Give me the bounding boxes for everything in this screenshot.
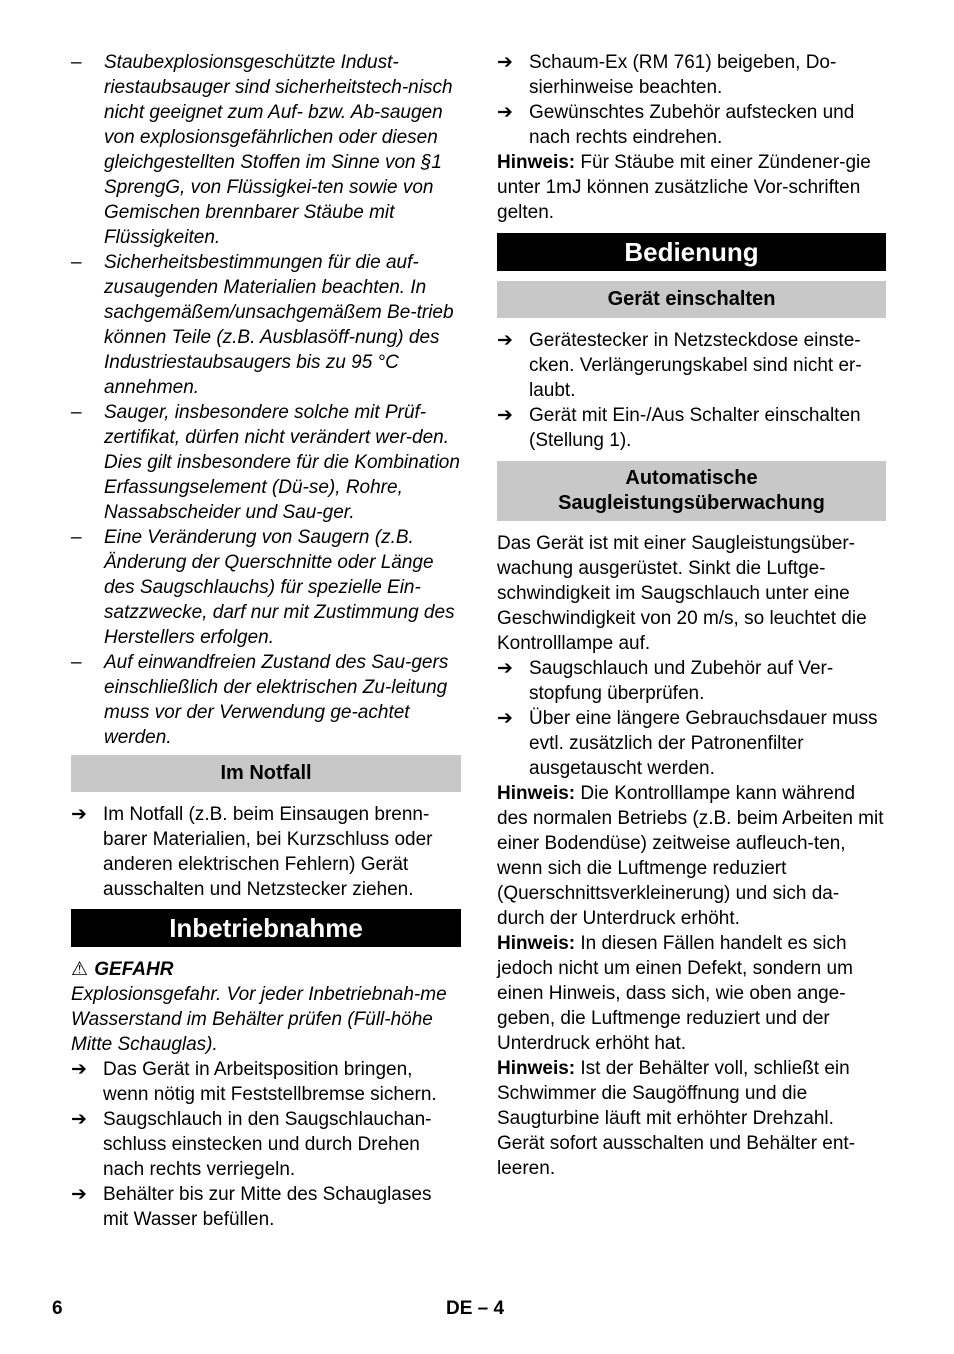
safety-list-item-text: Staubexplosionsgeschützte Indust-riestaubsauger sind sicherheitstech-nisch nicht geeignet zum Auf- bzw. Ab-saugen von explosionsgefährlichen oder diesen gleichgestellten Stoffen im Sinne von §1 SprengG, von Flüssigkei-ten sowie von Gemischen brennbarer Stäube mit Flüssigkeiten. (104, 52, 453, 248)
section-heading-saugleistung (497, 461, 886, 521)
step-item (497, 328, 886, 403)
top-steps (497, 50, 886, 150)
dash-bullet: – (71, 252, 82, 273)
step-item-text: Saugschlauch und Zubehör auf Ver-stopfung überprüfen. (529, 658, 834, 704)
section-heading-inbetriebnahme: Inbetriebnahme (71, 909, 461, 947)
safety-list-item (71, 250, 461, 400)
step-item (71, 802, 461, 902)
saugleistung-text: Das Gerät ist mit einer Saugleistungsüber-wachung ausgerüstet. Sinkt die Luftge-schwindigkeit im Saugschlauch unter eine Geschwindigkeit von 20 m/s, so leuchtet die Kontrolllampe auf. (497, 533, 867, 654)
step-item-text: Saugschlauch in den Saugschlauchan-schluss einstecken und durch Drehen nach rechts verriegeln. (103, 1109, 432, 1180)
hinweis-paragraph-1 (497, 150, 886, 225)
hinweis-label: Hinweis: (497, 152, 576, 173)
step-item-text: Behälter bis zur Mitte des Schauglases mit Wasser befüllen. (103, 1184, 432, 1230)
step-item-text: Über eine längere Gebrauchsdauer muss evtl. zusätzlich der Patronenfilter ausgetauscht werden. (529, 708, 878, 779)
step-item (71, 1107, 461, 1182)
arrow-right-icon: ➔ (497, 330, 513, 351)
hinweis-text: In diesen Fällen handelt es sich jedoch nicht um einen Defekt, sondern um einen Hinweis, dass sich, wie oben ange-geben, die Luftmenge reduziert und der Unterdruck erhöht hat. (497, 933, 853, 1054)
safety-list-item-text: Auf einwandfreien Zustand des Sau-gers einschließlich der elektrischen Zu-leitung muss vor der Verwendung ge-achtet werden. (104, 652, 449, 748)
hinweis-paragraph-3 (497, 931, 886, 1056)
arrow-right-icon: ➔ (497, 405, 513, 426)
arrow-right-icon: ➔ (497, 708, 513, 729)
danger-text: Explosionsgefahr. Vor jeder Inbetriebnah-me Wasserstand im Behälter prüfen (Füll-höhe Mitte Schauglas). (71, 984, 447, 1055)
section-heading-einschalten: Gerät einschalten (497, 281, 886, 318)
step-item-text: Das Gerät in Arbeitsposition bringen, wenn nötig mit Feststellbremse sichern. (103, 1059, 437, 1105)
step-item-text: Gerätestecker in Netzsteckdose einste-cken. Verlängerungskabel sind nicht er-laubt. (529, 330, 862, 401)
saugleistung-heading-line2: Saugleistungsüberwachung (558, 492, 825, 514)
section-page-label: DE – 4 (446, 1298, 505, 1319)
hinweis-text: Die Kontrolllampe kann während des normalen Betriebs (z.B. beim Arbeiten mit einer Bodendüse) zeitweise aufleuch-ten, wenn sich die Luftmenge reduziert (Querschnittsverkleinerung) und sich da-durch der Unterdruck erhöht. (497, 783, 884, 929)
notfall-steps (71, 802, 461, 902)
arrow-right-icon: ➔ (497, 658, 513, 679)
step-item (497, 50, 886, 100)
dash-bullet: – (71, 527, 82, 548)
hinweis-label: Hinweis: (497, 1058, 576, 1079)
page-number: 6 (52, 1298, 63, 1319)
dash-bullet: – (71, 402, 82, 423)
dash-bullet: – (71, 52, 82, 73)
hinweis-label: Hinweis: (497, 933, 576, 954)
step-item (497, 656, 886, 706)
warning-triangle-icon: ⚠ (71, 959, 89, 980)
section-heading-bedienung: Bedienung (497, 233, 886, 271)
section-heading-notfall: Im Notfall (71, 755, 461, 792)
arrow-right-icon: ➔ (497, 52, 513, 73)
saugleistung-steps (497, 656, 886, 781)
step-item-text: Schaum-Ex (RM 761) beigeben, Do-sierhinweise beachten. (529, 52, 837, 98)
hinweis-text: Ist der Behälter voll, schließt ein Schwimmer die Saugöffnung und die Saugturbine läuft mit erhöhter Drehzahl. Gerät sofort ausschalten und Behälter ent-leeren. (497, 1058, 856, 1179)
safety-list-item-text: Sauger, insbesondere solche mit Prüf-zertifikat, dürfen nicht verändert wer-den. Dies gilt insbesondere für die Kombination Erfassungselement (Dü-se), Rohre, Nassabscheider und Sau-ger. (104, 402, 460, 523)
einschalten-steps (497, 328, 886, 453)
left-column (71, 50, 461, 1232)
safety-list-item (71, 400, 461, 525)
step-item (71, 1182, 461, 1232)
arrow-right-icon: ➔ (71, 1109, 87, 1130)
dash-bullet: – (71, 652, 82, 673)
safety-list (71, 50, 461, 750)
step-item (497, 100, 886, 150)
step-item-text: Gerät mit Ein-/Aus Schalter einschalten (Stellung 1). (529, 405, 861, 451)
arrow-right-icon: ➔ (497, 102, 513, 123)
step-item (497, 403, 886, 453)
hinweis-label: Hinweis: (497, 783, 576, 804)
hinweis-text: Für Stäube mit einer Zündener-gie unter 1mJ können zusätzliche Vor-schriften gelten. (497, 152, 871, 223)
hinweis-paragraph-2 (497, 781, 886, 931)
safety-list-item (71, 50, 461, 250)
danger-label: GEFAHR (94, 959, 174, 980)
step-item (71, 1057, 461, 1107)
right-column (497, 50, 886, 1181)
safety-list-item-text: Eine Veränderung von Saugern (z.B. Änderung der Querschnitte oder Länge des Saugschlauchs) für spezielle Ein-satzzwecke, darf nur mit Zustimmung des Herstellers erfolgen. (104, 527, 455, 648)
safety-list-item (71, 525, 461, 650)
step-item (497, 706, 886, 781)
arrow-right-icon: ➔ (71, 1184, 87, 1205)
safety-list-item-text: Sicherheitsbestimmungen für die auf-zusaugenden Materialien beachten. In sachgemäßem/unsachgemäßem Be-trieb können Teile (z.B. Ausblasöff-nung) des Industriestaubsaugers bis zu 95 °C annehmen. (104, 252, 454, 398)
hinweis-paragraph-4 (497, 1056, 886, 1181)
step-item-text: Gewünschtes Zubehör aufstecken und nach rechts eindrehen. (529, 102, 855, 148)
inbetriebnahme-steps (71, 1057, 461, 1232)
step-item-text: Im Notfall (z.B. beim Einsaugen brenn-barer Materialien, bei Kurzschluss oder anderen elektrischen Fehlern) Gerät ausschalten und Netzstecker ziehen. (103, 804, 433, 900)
arrow-right-icon: ➔ (71, 1059, 87, 1080)
arrow-right-icon: ➔ (71, 804, 87, 825)
danger-heading (71, 957, 461, 982)
safety-list-item (71, 650, 461, 750)
saugleistung-heading-line1: Automatische (625, 467, 758, 489)
